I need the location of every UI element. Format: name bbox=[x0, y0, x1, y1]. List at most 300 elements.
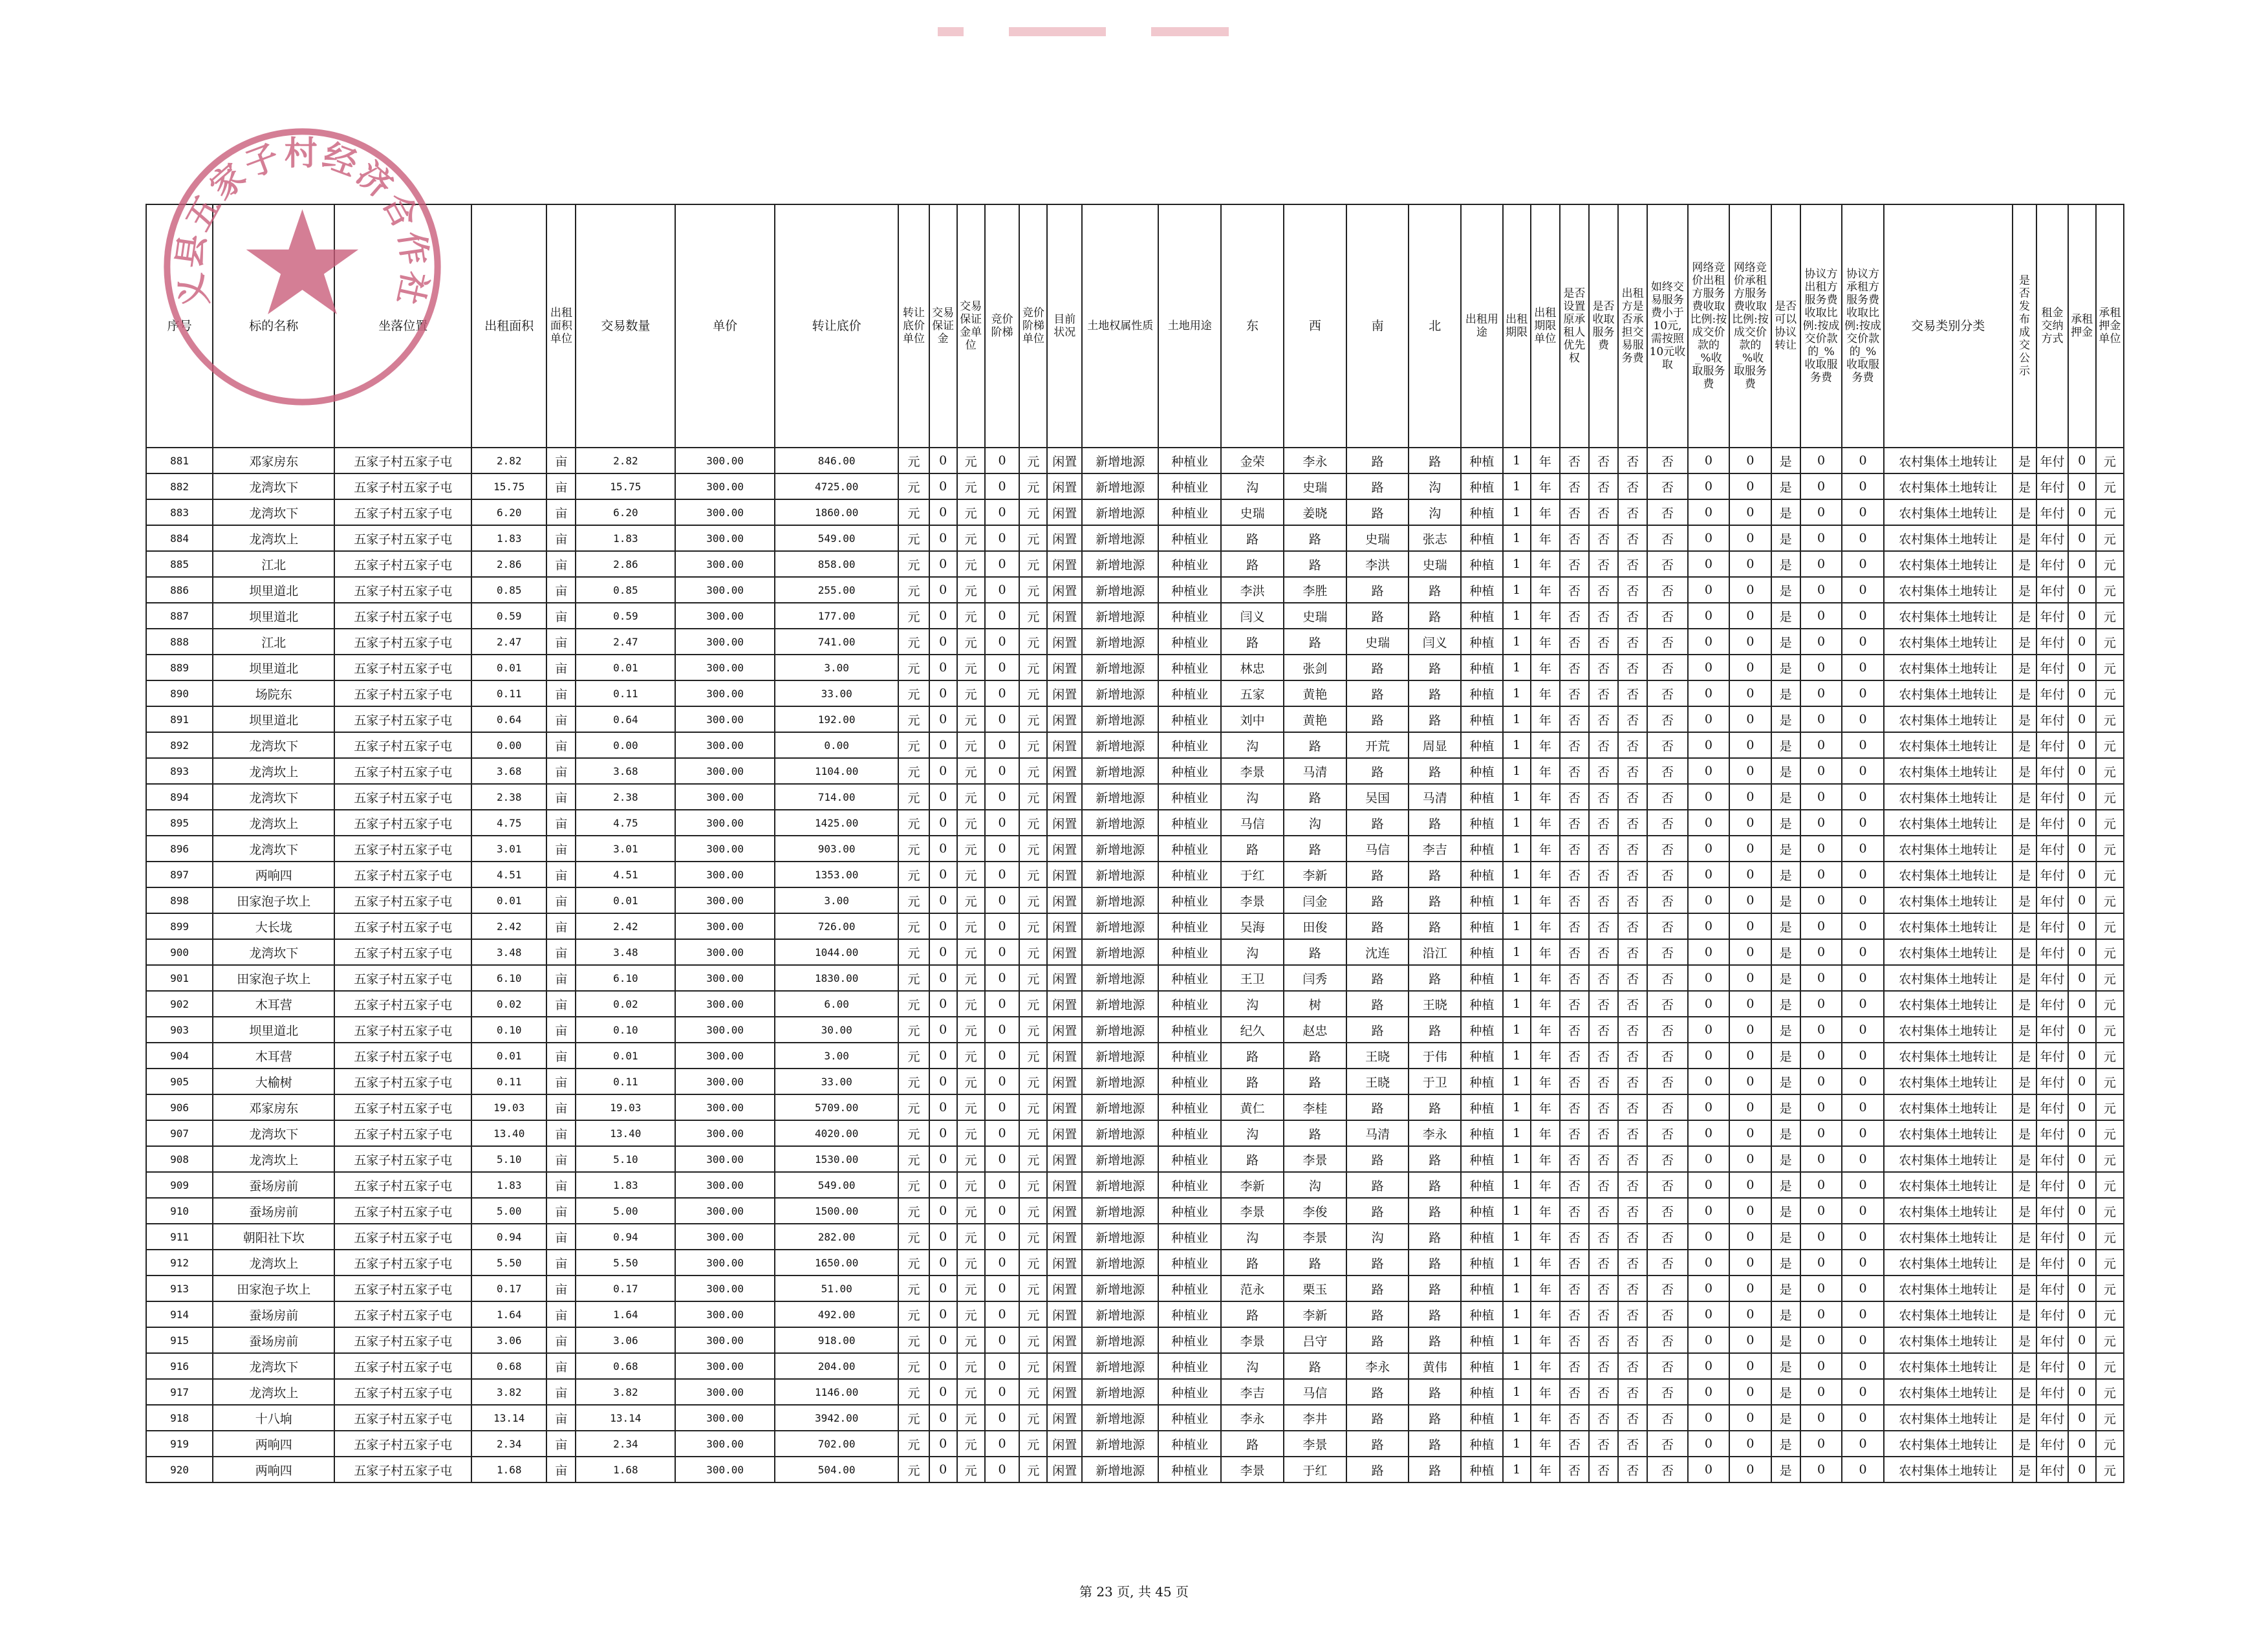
table-cell: 亩 bbox=[546, 1457, 576, 1482]
table-cell: 新增地源 bbox=[1082, 1017, 1158, 1043]
table-cell: 闲置 bbox=[1047, 810, 1082, 836]
table-cell: 年 bbox=[1531, 1431, 1560, 1457]
table-cell: 五家子村五家子屯 bbox=[334, 525, 471, 551]
table-cell: 0 bbox=[2068, 551, 2096, 577]
table-cell: 闲置 bbox=[1047, 1146, 1082, 1172]
table-cell: 0 bbox=[1842, 603, 1884, 629]
table-cell: 路 bbox=[1409, 1250, 1461, 1275]
table-cell: 0 bbox=[1729, 1301, 1771, 1327]
table-cell: 0.85 bbox=[471, 577, 546, 603]
table-cell: 0 bbox=[1842, 680, 1884, 706]
table-cell: 否 bbox=[1589, 965, 1618, 991]
table-cell: 0 bbox=[1800, 1431, 1842, 1457]
table-cell: 元 bbox=[957, 1379, 985, 1405]
table-cell: 否 bbox=[1618, 810, 1647, 836]
table-cell: 路 bbox=[1409, 448, 1461, 473]
table-cell: 亩 bbox=[546, 784, 576, 810]
table-cell: 龙湾坎上 bbox=[213, 1146, 334, 1172]
table-cell: 新增地源 bbox=[1082, 965, 1158, 991]
table-cell: 元 bbox=[2096, 1094, 2124, 1120]
table-cell: 种植业 bbox=[1158, 629, 1221, 655]
table-cell: 五家子村五家子屯 bbox=[334, 939, 471, 965]
table-cell: 路 bbox=[1284, 939, 1346, 965]
table-cell: 0 bbox=[1688, 810, 1730, 836]
table-cell: 李景 bbox=[1221, 1327, 1284, 1353]
table-cell: 否 bbox=[1647, 1353, 1687, 1379]
table-cell: 亩 bbox=[546, 991, 576, 1017]
table-row bbox=[146, 1353, 2124, 1379]
table-cell: 龙湾坎下 bbox=[213, 939, 334, 965]
table-cell: 0 bbox=[1800, 1043, 1842, 1069]
table-row bbox=[146, 1198, 2124, 1224]
table-cell: 0 bbox=[1800, 448, 1842, 473]
table-cell: 史瑞 bbox=[1284, 603, 1346, 629]
table-cell: 元 bbox=[2096, 1353, 2124, 1379]
table-row bbox=[146, 551, 2124, 577]
table-cell: 路 bbox=[1409, 1094, 1461, 1120]
table-cell: 0 bbox=[1688, 1198, 1730, 1224]
table-cell: 元 bbox=[898, 1250, 929, 1275]
table-cell: 898 bbox=[146, 887, 213, 913]
table-cell: 0 bbox=[1688, 1172, 1730, 1198]
table-cell: 五家子村五家子屯 bbox=[334, 680, 471, 706]
table-cell: 2.38 bbox=[576, 784, 675, 810]
table-cell: 0 bbox=[985, 1301, 1020, 1327]
table-cell: 0 bbox=[985, 1379, 1020, 1405]
table-cell: 0 bbox=[1800, 862, 1842, 887]
table-cell: 路 bbox=[1409, 1327, 1461, 1353]
table-cell: 新增地源 bbox=[1082, 862, 1158, 887]
table-cell: 种植业 bbox=[1158, 1043, 1221, 1069]
table-cell: 是 bbox=[2013, 1224, 2037, 1250]
table-cell: 张志 bbox=[1409, 525, 1461, 551]
table-cell: 元 bbox=[2096, 1250, 2124, 1275]
table-cell: 元 bbox=[1019, 655, 1047, 680]
table-cell: 2.42 bbox=[576, 913, 675, 939]
table-cell: 农村集体土地转让 bbox=[1884, 655, 2013, 680]
table-cell: 是 bbox=[1771, 758, 1800, 784]
table-cell: 4020.00 bbox=[775, 1120, 898, 1146]
table-cell: 0 bbox=[1729, 680, 1771, 706]
table-cell: 否 bbox=[1589, 991, 1618, 1017]
table-cell: 是 bbox=[1771, 1224, 1800, 1250]
table-cell: 否 bbox=[1560, 1275, 1589, 1301]
table-cell: 元 bbox=[898, 1043, 929, 1069]
table-cell: 549.00 bbox=[775, 525, 898, 551]
table-cell: 否 bbox=[1560, 1198, 1589, 1224]
table-cell: 木耳营 bbox=[213, 1043, 334, 1069]
table-cell: 元 bbox=[898, 862, 929, 887]
table-cell: 0 bbox=[1842, 629, 1884, 655]
table-cell: 农村集体土地转让 bbox=[1884, 836, 2013, 862]
table-cell: 否 bbox=[1647, 1120, 1687, 1146]
table-cell: 元 bbox=[957, 603, 985, 629]
table-cell: 1 bbox=[1503, 603, 1531, 629]
table-cell: 龙湾坎上 bbox=[213, 758, 334, 784]
table-cell: 1 bbox=[1503, 732, 1531, 758]
table-cell: 0 bbox=[929, 913, 957, 939]
table-cell: 0 bbox=[2068, 1353, 2096, 1379]
table-cell: 2.47 bbox=[471, 629, 546, 655]
table-cell: 种植业 bbox=[1158, 499, 1221, 525]
table-cell: 否 bbox=[1560, 1017, 1589, 1043]
table-cell: 沟 bbox=[1221, 784, 1284, 810]
table-cell: 0 bbox=[1729, 965, 1771, 991]
table-cell: 树 bbox=[1284, 991, 1346, 1017]
table-cell: 902 bbox=[146, 991, 213, 1017]
table-cell: 1500.00 bbox=[775, 1198, 898, 1224]
table-cell: 农村集体土地转让 bbox=[1884, 706, 2013, 732]
table-cell: 否 bbox=[1589, 1224, 1618, 1250]
table-row bbox=[146, 1301, 2124, 1327]
table-cell: 种植 bbox=[1461, 551, 1503, 577]
table-row bbox=[146, 1017, 2124, 1043]
table-cell: 否 bbox=[1618, 965, 1647, 991]
table-cell: 种植 bbox=[1461, 706, 1503, 732]
table-cell: 否 bbox=[1589, 473, 1618, 499]
table-cell: 0 bbox=[1729, 577, 1771, 603]
table-cell: 路 bbox=[1409, 1405, 1461, 1431]
table-cell: 元 bbox=[1019, 784, 1047, 810]
table-cell: 路 bbox=[1346, 758, 1409, 784]
table-cell: 0 bbox=[929, 836, 957, 862]
table-cell: 元 bbox=[957, 965, 985, 991]
table-cell: 0 bbox=[1800, 1275, 1842, 1301]
table-cell: 0 bbox=[1800, 1120, 1842, 1146]
table-cell: 种植 bbox=[1461, 1120, 1503, 1146]
table-cell: 192.00 bbox=[775, 706, 898, 732]
table-cell: 种植 bbox=[1461, 1224, 1503, 1250]
table-cell: 闲置 bbox=[1047, 1353, 1082, 1379]
table-cell: 否 bbox=[1647, 1250, 1687, 1275]
table-cell: 0 bbox=[1688, 603, 1730, 629]
table-row bbox=[146, 577, 2124, 603]
table-cell: 0 bbox=[2068, 1250, 2096, 1275]
table-cell: 路 bbox=[1284, 836, 1346, 862]
table-cell: 元 bbox=[2096, 758, 2124, 784]
table-cell: 0 bbox=[985, 603, 1020, 629]
table-cell: 年付 bbox=[2036, 862, 2068, 887]
column-header: 是否可以协议转让 bbox=[1771, 204, 1800, 448]
table-cell: 0.94 bbox=[576, 1224, 675, 1250]
table-cell: 1530.00 bbox=[775, 1146, 898, 1172]
table-cell: 元 bbox=[898, 965, 929, 991]
table-row bbox=[146, 448, 2124, 473]
table-cell: 种植 bbox=[1461, 758, 1503, 784]
table-cell: 0 bbox=[985, 1405, 1020, 1431]
table-cell: 0 bbox=[1842, 939, 1884, 965]
table-cell: 920 bbox=[146, 1457, 213, 1482]
table-cell: 闲置 bbox=[1047, 1069, 1082, 1094]
table-cell: 史瑞 bbox=[1284, 473, 1346, 499]
table-cell: 农村集体土地转让 bbox=[1884, 1198, 2013, 1224]
table-cell: 886 bbox=[146, 577, 213, 603]
table-cell: 新增地源 bbox=[1082, 1275, 1158, 1301]
table-cell: 种植 bbox=[1461, 680, 1503, 706]
table-cell: 3.06 bbox=[576, 1327, 675, 1353]
table-cell: 300.00 bbox=[675, 965, 775, 991]
table-cell: 0 bbox=[929, 1301, 957, 1327]
table-cell: 0.59 bbox=[471, 603, 546, 629]
table-cell: 龙湾坎下 bbox=[213, 836, 334, 862]
table-cell: 0 bbox=[1800, 499, 1842, 525]
table-cell: 种植业 bbox=[1158, 1198, 1221, 1224]
column-header: 标的名称 bbox=[213, 204, 334, 448]
table-cell: 300.00 bbox=[675, 1327, 775, 1353]
table-row bbox=[146, 1250, 2124, 1275]
table-cell: 否 bbox=[1618, 1431, 1647, 1457]
table-cell: 路 bbox=[1221, 525, 1284, 551]
table-cell: 0 bbox=[1729, 1172, 1771, 1198]
table-cell: 木耳营 bbox=[213, 991, 334, 1017]
table-cell: 年付 bbox=[2036, 1405, 2068, 1431]
table-cell: 是 bbox=[2013, 680, 2037, 706]
table-cell: 0 bbox=[2068, 1017, 2096, 1043]
table-cell: 李景 bbox=[1221, 887, 1284, 913]
table-cell: 龙湾坎上 bbox=[213, 810, 334, 836]
table-cell: 0 bbox=[985, 1017, 1020, 1043]
table-cell: 300.00 bbox=[675, 1043, 775, 1069]
table-cell: 1 bbox=[1503, 551, 1531, 577]
table-cell: 种植业 bbox=[1158, 758, 1221, 784]
table-cell: 300.00 bbox=[675, 732, 775, 758]
table-cell: 于红 bbox=[1221, 862, 1284, 887]
table-cell: 否 bbox=[1647, 1043, 1687, 1069]
table-cell: 714.00 bbox=[775, 784, 898, 810]
table-cell: 1 bbox=[1503, 758, 1531, 784]
table-cell: 路 bbox=[1284, 1120, 1346, 1146]
table-cell: 0 bbox=[1688, 887, 1730, 913]
column-header: 目前状况 bbox=[1047, 204, 1082, 448]
table-cell: 新增地源 bbox=[1082, 836, 1158, 862]
table-cell: 0 bbox=[2068, 784, 2096, 810]
table-cell: 五家子村五家子屯 bbox=[334, 1172, 471, 1198]
table-cell: 亩 bbox=[546, 1017, 576, 1043]
table-cell: 0 bbox=[2068, 991, 2096, 1017]
table-cell: 900 bbox=[146, 939, 213, 965]
table-cell: 是 bbox=[2013, 913, 2037, 939]
table-cell: 年 bbox=[1531, 913, 1560, 939]
table-cell: 元 bbox=[898, 525, 929, 551]
table-cell: 种植 bbox=[1461, 1405, 1503, 1431]
table-cell: 0 bbox=[1842, 1457, 1884, 1482]
table-cell: 种植业 bbox=[1158, 473, 1221, 499]
table-cell: 否 bbox=[1618, 1172, 1647, 1198]
table-cell: 1 bbox=[1503, 862, 1531, 887]
table-cell: 否 bbox=[1618, 939, 1647, 965]
table-cell: 闲置 bbox=[1047, 836, 1082, 862]
table-cell: 年 bbox=[1531, 862, 1560, 887]
table-cell: 0 bbox=[1729, 1043, 1771, 1069]
table-cell: 李景 bbox=[1284, 1224, 1346, 1250]
table-cell: 0 bbox=[1729, 1094, 1771, 1120]
table-cell: 农村集体土地转让 bbox=[1884, 939, 2013, 965]
table-cell: 300.00 bbox=[675, 1301, 775, 1327]
table-cell: 否 bbox=[1589, 758, 1618, 784]
table-row bbox=[146, 913, 2124, 939]
table-cell: 亩 bbox=[546, 913, 576, 939]
table-cell: 亩 bbox=[546, 1379, 576, 1405]
table-cell: 农村集体土地转让 bbox=[1884, 784, 2013, 810]
table-cell: 种植业 bbox=[1158, 784, 1221, 810]
table-cell: 否 bbox=[1560, 887, 1589, 913]
table-cell: 5.00 bbox=[576, 1198, 675, 1224]
table-cell: 否 bbox=[1647, 1224, 1687, 1250]
table-cell: 种植 bbox=[1461, 655, 1503, 680]
table-cell: 否 bbox=[1560, 965, 1589, 991]
table-cell: 0 bbox=[1688, 448, 1730, 473]
table-cell: 903 bbox=[146, 1017, 213, 1043]
table-cell: 农村集体土地转让 bbox=[1884, 448, 2013, 473]
table-cell: 亩 bbox=[546, 1431, 576, 1457]
table-cell: 918 bbox=[146, 1405, 213, 1431]
table-cell: 亩 bbox=[546, 1069, 576, 1094]
table-cell: 种植 bbox=[1461, 810, 1503, 836]
table-cell: 300.00 bbox=[675, 836, 775, 862]
table-cell: 0 bbox=[1842, 551, 1884, 577]
table-cell: 路 bbox=[1346, 1146, 1409, 1172]
table-cell: 13.40 bbox=[471, 1120, 546, 1146]
table-cell: 0 bbox=[1688, 706, 1730, 732]
table-cell: 否 bbox=[1647, 1431, 1687, 1457]
table-cell: 1 bbox=[1503, 1250, 1531, 1275]
table-cell: 路 bbox=[1346, 448, 1409, 473]
table-cell: 元 bbox=[898, 913, 929, 939]
table-cell: 否 bbox=[1647, 887, 1687, 913]
table-cell: 路 bbox=[1346, 991, 1409, 1017]
table-cell: 新增地源 bbox=[1082, 1224, 1158, 1250]
table-cell: 911 bbox=[146, 1224, 213, 1250]
table-cell: 新增地源 bbox=[1082, 1353, 1158, 1379]
table-cell: 元 bbox=[957, 1069, 985, 1094]
table-cell: 年 bbox=[1531, 448, 1560, 473]
table-cell: 年付 bbox=[2036, 939, 2068, 965]
table-cell: 0.11 bbox=[576, 680, 675, 706]
table-cell: 否 bbox=[1589, 732, 1618, 758]
table-cell: 年付 bbox=[2036, 758, 2068, 784]
table-cell: 0 bbox=[929, 603, 957, 629]
table-cell: 否 bbox=[1560, 862, 1589, 887]
table-cell: 沟 bbox=[1221, 473, 1284, 499]
table-cell: 0.01 bbox=[576, 887, 675, 913]
table-cell: 闲置 bbox=[1047, 1250, 1082, 1275]
table-cell: 0 bbox=[1688, 991, 1730, 1017]
table-cell: 892 bbox=[146, 732, 213, 758]
table-cell: 元 bbox=[957, 1457, 985, 1482]
table-cell: 917 bbox=[146, 1379, 213, 1405]
table-cell: 3.82 bbox=[576, 1379, 675, 1405]
table-cell: 0 bbox=[1842, 1379, 1884, 1405]
table-cell: 路 bbox=[1409, 1379, 1461, 1405]
table-cell: 0 bbox=[985, 1327, 1020, 1353]
table-cell: 否 bbox=[1618, 862, 1647, 887]
table-cell: 新增地源 bbox=[1082, 887, 1158, 913]
table-cell: 0 bbox=[929, 862, 957, 887]
table-cell: 0 bbox=[2068, 1275, 2096, 1301]
table-cell: 元 bbox=[898, 1224, 929, 1250]
table-cell: 3.00 bbox=[775, 655, 898, 680]
table-cell: 亩 bbox=[546, 732, 576, 758]
table-cell: 897 bbox=[146, 862, 213, 887]
table-cell: 是 bbox=[2013, 551, 2037, 577]
table-cell: 883 bbox=[146, 499, 213, 525]
table-cell: 0 bbox=[1729, 1275, 1771, 1301]
table-cell: 1.64 bbox=[576, 1301, 675, 1327]
table-cell: 4.75 bbox=[471, 810, 546, 836]
table-cell: 0 bbox=[929, 1043, 957, 1069]
table-row bbox=[146, 525, 2124, 551]
table-cell: 农村集体土地转让 bbox=[1884, 1069, 2013, 1094]
table-cell: 0.00 bbox=[576, 732, 675, 758]
table-cell: 0 bbox=[1729, 784, 1771, 810]
table-cell: 890 bbox=[146, 680, 213, 706]
table-cell: 农村集体土地转让 bbox=[1884, 1301, 2013, 1327]
table-cell: 年付 bbox=[2036, 991, 2068, 1017]
table-cell: 元 bbox=[957, 680, 985, 706]
table-cell: 492.00 bbox=[775, 1301, 898, 1327]
table-cell: 种植业 bbox=[1158, 1405, 1221, 1431]
table-cell: 0 bbox=[1688, 1275, 1730, 1301]
table-cell: 否 bbox=[1618, 1405, 1647, 1431]
table-cell: 年付 bbox=[2036, 1043, 2068, 1069]
table-cell: 种植 bbox=[1461, 1198, 1503, 1224]
table-cell: 0 bbox=[1688, 965, 1730, 991]
table-cell: 3.68 bbox=[471, 758, 546, 784]
table-cell: 元 bbox=[2096, 629, 2124, 655]
table-cell: 李新 bbox=[1284, 862, 1346, 887]
table-cell: 闲置 bbox=[1047, 887, 1082, 913]
table-cell: 种植 bbox=[1461, 1301, 1503, 1327]
table-cell: 否 bbox=[1618, 913, 1647, 939]
table-cell: 300.00 bbox=[675, 758, 775, 784]
table-cell: 0 bbox=[1800, 887, 1842, 913]
table-cell: 元 bbox=[898, 1275, 929, 1301]
table-cell: 新增地源 bbox=[1082, 603, 1158, 629]
table-cell: 895 bbox=[146, 810, 213, 836]
table-cell: 是 bbox=[2013, 1250, 2037, 1275]
table-cell: 路 bbox=[1346, 1301, 1409, 1327]
table-cell: 种植业 bbox=[1158, 1146, 1221, 1172]
table-cell: 两响四 bbox=[213, 1457, 334, 1482]
table-cell: 是 bbox=[2013, 655, 2037, 680]
table-cell: 0 bbox=[929, 551, 957, 577]
table-cell: 种植 bbox=[1461, 1327, 1503, 1353]
table-cell: 1 bbox=[1503, 1198, 1531, 1224]
table-cell: 元 bbox=[2096, 1379, 2124, 1405]
table-row bbox=[146, 499, 2124, 525]
table-cell: 元 bbox=[898, 836, 929, 862]
table-cell: 19.03 bbox=[576, 1094, 675, 1120]
table-cell: 亩 bbox=[546, 862, 576, 887]
table-cell: 916 bbox=[146, 1353, 213, 1379]
table-cell: 0 bbox=[1729, 1069, 1771, 1094]
table-cell: 五家子村五家子屯 bbox=[334, 706, 471, 732]
table-cell: 0 bbox=[2068, 1224, 2096, 1250]
table-cell: 元 bbox=[1019, 1043, 1047, 1069]
table-cell: 坝里道北 bbox=[213, 577, 334, 603]
table-cell: 889 bbox=[146, 655, 213, 680]
table-cell: 0.59 bbox=[576, 603, 675, 629]
table-cell: 0.64 bbox=[471, 706, 546, 732]
table-cell: 种植 bbox=[1461, 1146, 1503, 1172]
table-cell: 闲置 bbox=[1047, 1224, 1082, 1250]
column-header: 交易保证金单位 bbox=[957, 204, 985, 448]
table-cell: 是 bbox=[2013, 499, 2037, 525]
table-cell: 0 bbox=[1842, 1198, 1884, 1224]
table-cell: 种植 bbox=[1461, 1457, 1503, 1482]
table-cell: 沟 bbox=[1346, 1224, 1409, 1250]
table-row bbox=[146, 965, 2124, 991]
